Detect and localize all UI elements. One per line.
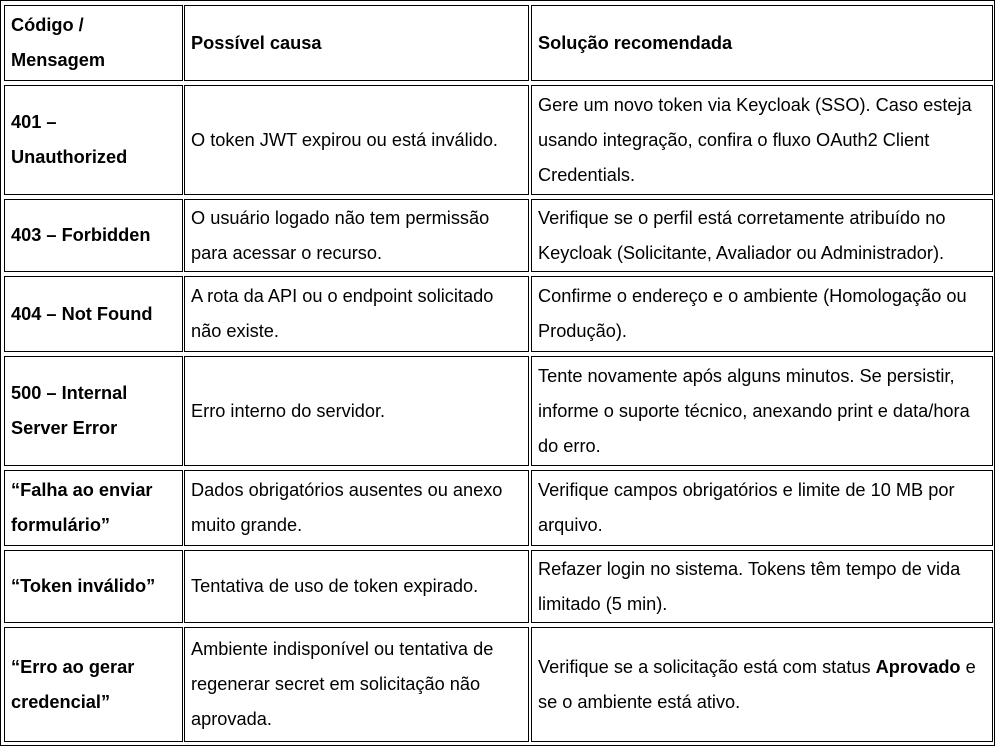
table-row bbox=[1, 352, 994, 469]
cause-cell bbox=[184, 276, 529, 352]
code-cell bbox=[4, 276, 183, 352]
solution-status-bold: Aprovado bbox=[875, 656, 961, 677]
cause-text: A rota da API ou o endpoint solicitado não existe. bbox=[191, 286, 494, 341]
code-text: 404 – Not Found bbox=[11, 303, 153, 324]
table-header-row bbox=[1, 1, 994, 84]
table-row bbox=[1, 195, 994, 275]
code-text: 401 – Unauthorized bbox=[11, 112, 128, 167]
cause-cell bbox=[184, 356, 529, 466]
cause-text: Ambiente indisponível ou tentativa de regenerar secret em solicitação não aprovada. bbox=[191, 639, 494, 729]
cause-cell bbox=[184, 550, 529, 623]
code-cell bbox=[4, 85, 183, 195]
cause-cell bbox=[184, 470, 529, 546]
solution-cell bbox=[531, 199, 993, 272]
cause-cell bbox=[184, 627, 529, 742]
code-cell bbox=[4, 627, 183, 742]
cause-cell bbox=[184, 85, 529, 195]
code-text: “Token inválido” bbox=[11, 576, 156, 596]
cause-text: Erro interno do servidor. bbox=[191, 400, 386, 421]
table-row bbox=[1, 546, 994, 626]
code-text: 500 – Internal Server Error bbox=[11, 383, 128, 438]
solution-text bbox=[538, 650, 986, 720]
table-row bbox=[1, 272, 994, 355]
cause-text: O usuário logado não tem permissão para acessar o recurso. bbox=[191, 207, 490, 263]
table-row bbox=[1, 81, 994, 198]
solution-cell bbox=[531, 276, 993, 352]
code-text: 403 – Forbidden bbox=[11, 225, 151, 245]
solution-text: Confirme o endereço e o ambiente (Homologação ou Produção). bbox=[538, 286, 967, 341]
solution-text: Verifique campos obrigatórios e limite de 10 MB por arquivo. bbox=[538, 480, 955, 535]
code-text: “Erro ao gerar credencial” bbox=[11, 656, 135, 712]
code-cell bbox=[4, 199, 183, 272]
header-cause bbox=[184, 5, 529, 81]
solution-text-part: e se o ambiente está ativo. bbox=[538, 656, 976, 712]
solution-text: Verifique se o perfil está corretamente atribuído no Keycloak (Solicitante, Avaliador ou Administrador). bbox=[538, 207, 946, 263]
cause-text: Dados obrigatórios ausentes ou anexo muito grande. bbox=[191, 480, 503, 535]
cause-text: Tentativa de uso de token expirado. bbox=[191, 576, 479, 596]
code-cell bbox=[4, 356, 183, 466]
solution-cell bbox=[531, 470, 993, 546]
solution-cell bbox=[531, 85, 993, 195]
header-cause-label: Possível causa bbox=[191, 32, 322, 53]
solution-cell bbox=[531, 550, 993, 623]
code-text: “Falha ao enviar formulário” bbox=[11, 480, 153, 535]
code-cell bbox=[4, 550, 183, 623]
solution-cell bbox=[531, 627, 993, 742]
header-solution bbox=[531, 5, 993, 81]
header-code-label: Código / Mensagem bbox=[11, 15, 106, 70]
solution-cell bbox=[531, 356, 993, 466]
solution-text-part: Verifique se a solicitação está com status bbox=[538, 656, 876, 677]
solution-text: Gere um novo token via Keycloak (SSO). Caso esteja usando integração, confira o fluxo OAuth2 Client Credentials. bbox=[538, 94, 972, 185]
header-solution-label: Solução recomendada bbox=[538, 32, 733, 53]
cause-cell bbox=[184, 199, 529, 272]
header-code bbox=[4, 5, 183, 81]
solution-text: Refazer login no sistema. Tokens têm tempo de vida limitado (5 min). bbox=[538, 558, 961, 614]
solution-text: Tente novamente após alguns minutos. Se persistir, informe o suporte técnico, anexando print e data/hora do erro. bbox=[538, 365, 970, 456]
table-row bbox=[1, 623, 994, 745]
table-row bbox=[1, 466, 994, 549]
cause-text: O token JWT expirou ou está inválido. bbox=[191, 129, 498, 150]
code-cell bbox=[4, 470, 183, 546]
